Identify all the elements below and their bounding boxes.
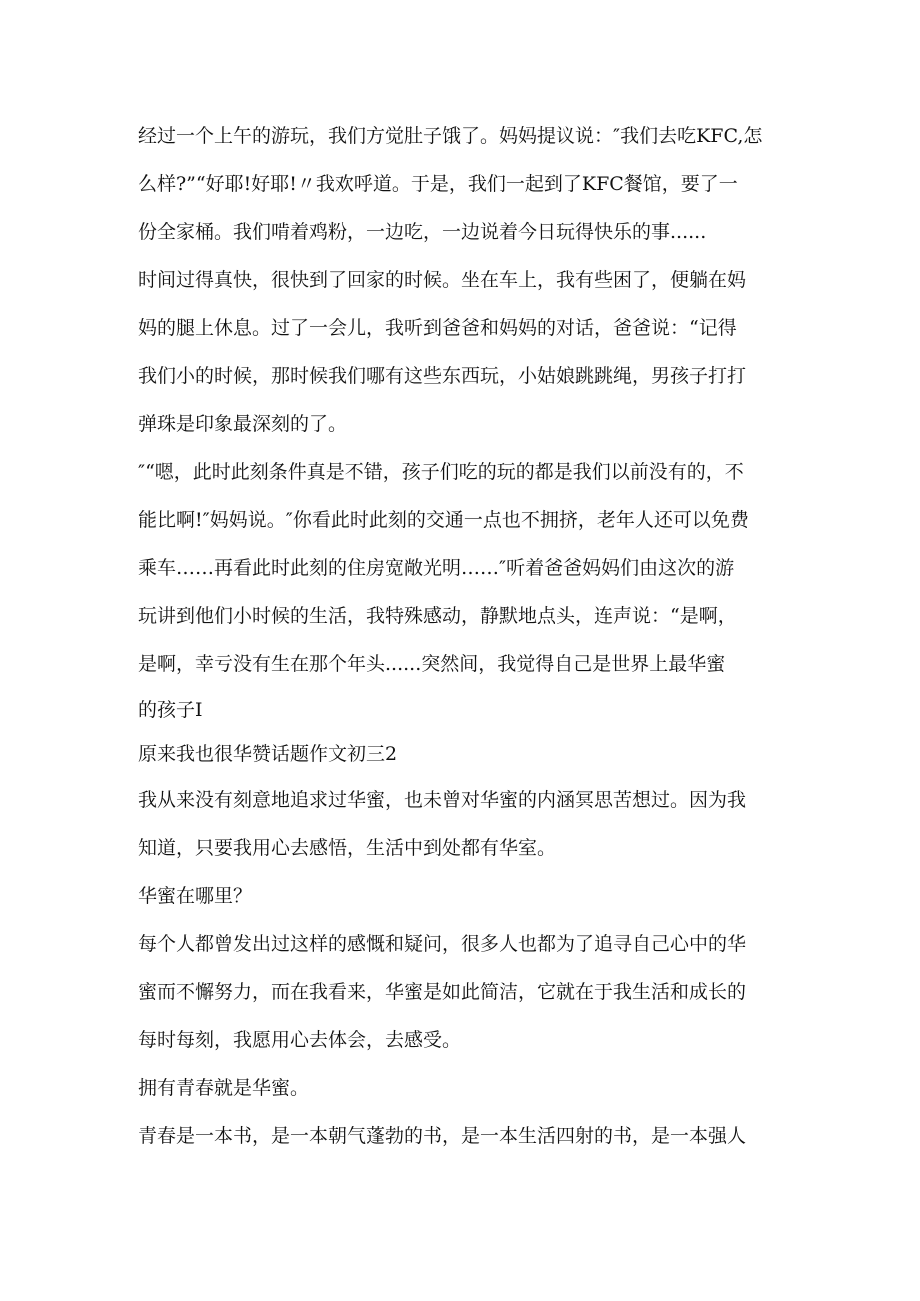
text-line: 能比啊!″妈妈说。″你看此时此刻的交通一点也不拥挤，老年人还可以免费 bbox=[138, 509, 749, 531]
text-line: 时间过得真快，很快到了回家的时候。坐在车上，我有些困了，便躺在妈 bbox=[138, 269, 747, 291]
text-line: 蜜而不懈努力，而在我看来，华蜜是如此简洁，它就在于我生活和成长的 bbox=[138, 981, 747, 1003]
text-line: 拥有青春就是华蜜。 bbox=[138, 1077, 310, 1099]
text-line: 青春是一本书，是一本朝气蓬勃的书，是一本生活四射的书，是一本强人 bbox=[138, 1125, 747, 1147]
text-line: 弹珠是印象最深刻的了。 bbox=[138, 413, 348, 435]
text-line: 经过一个上午的游玩，我们方觉肚子饿了。妈妈提议说：″我们去吃KFC,怎 bbox=[138, 125, 763, 147]
text-line: 我们小的时候，那时候我们哪有这些东西玩，小姑娘跳跳绳，男孩子打打 bbox=[138, 365, 747, 387]
text-line: 的孩子I bbox=[138, 699, 203, 721]
text-line: ″“嗯，此时此刻条件真是不错，孩子们吃的玩的都是我们以前没有的，不 bbox=[138, 461, 744, 483]
text-line: 妈的腿上休息。过了一会儿，我听到爸爸和妈妈的对话，爸爸说：“记得 bbox=[138, 317, 737, 339]
text-line: 知道，只要我用心去感悟，生活中到处都有华室。 bbox=[138, 837, 557, 859]
section-heading: 原来我也很华赞话题作文初三2 bbox=[138, 743, 398, 765]
essay-body bbox=[138, 112, 788, 1160]
text-line: 么样?”“好耶!好耶!〃我欢呼道。于是，我们一起到了KFC餐馆，要了一 bbox=[138, 173, 738, 195]
text-line: 我从来没有刻意地追求过华蜜，也未曾对华蜜的内涵冥思苦想过。因为我 bbox=[138, 789, 747, 811]
text-line: 玩讲到他们小时候的生活，我特殊感动，静默地点头，连声说：“是啊， bbox=[138, 605, 737, 627]
text-line: 每时每刻，我愿用心去体会，去感受。 bbox=[138, 1029, 462, 1051]
text-line: 是啊，幸亏没有生在那个年头......突然间，我觉得自己是世界上最华蜜 bbox=[138, 653, 726, 675]
text-line: 每个人都曾发出过这样的感慨和疑问，很多人也都为了追寻自己心中的华 bbox=[138, 933, 747, 955]
text-line: 份全家桶。我们啃着鸡粉，一边吃，一边说着今日玩得快乐的事...... bbox=[138, 221, 707, 243]
text-line: 乘车……再看此时此刻的住房宽敞光明……″听着爸爸妈妈们由这次的游 bbox=[138, 557, 735, 579]
text-line: 华蜜在哪里？ bbox=[138, 885, 253, 907]
